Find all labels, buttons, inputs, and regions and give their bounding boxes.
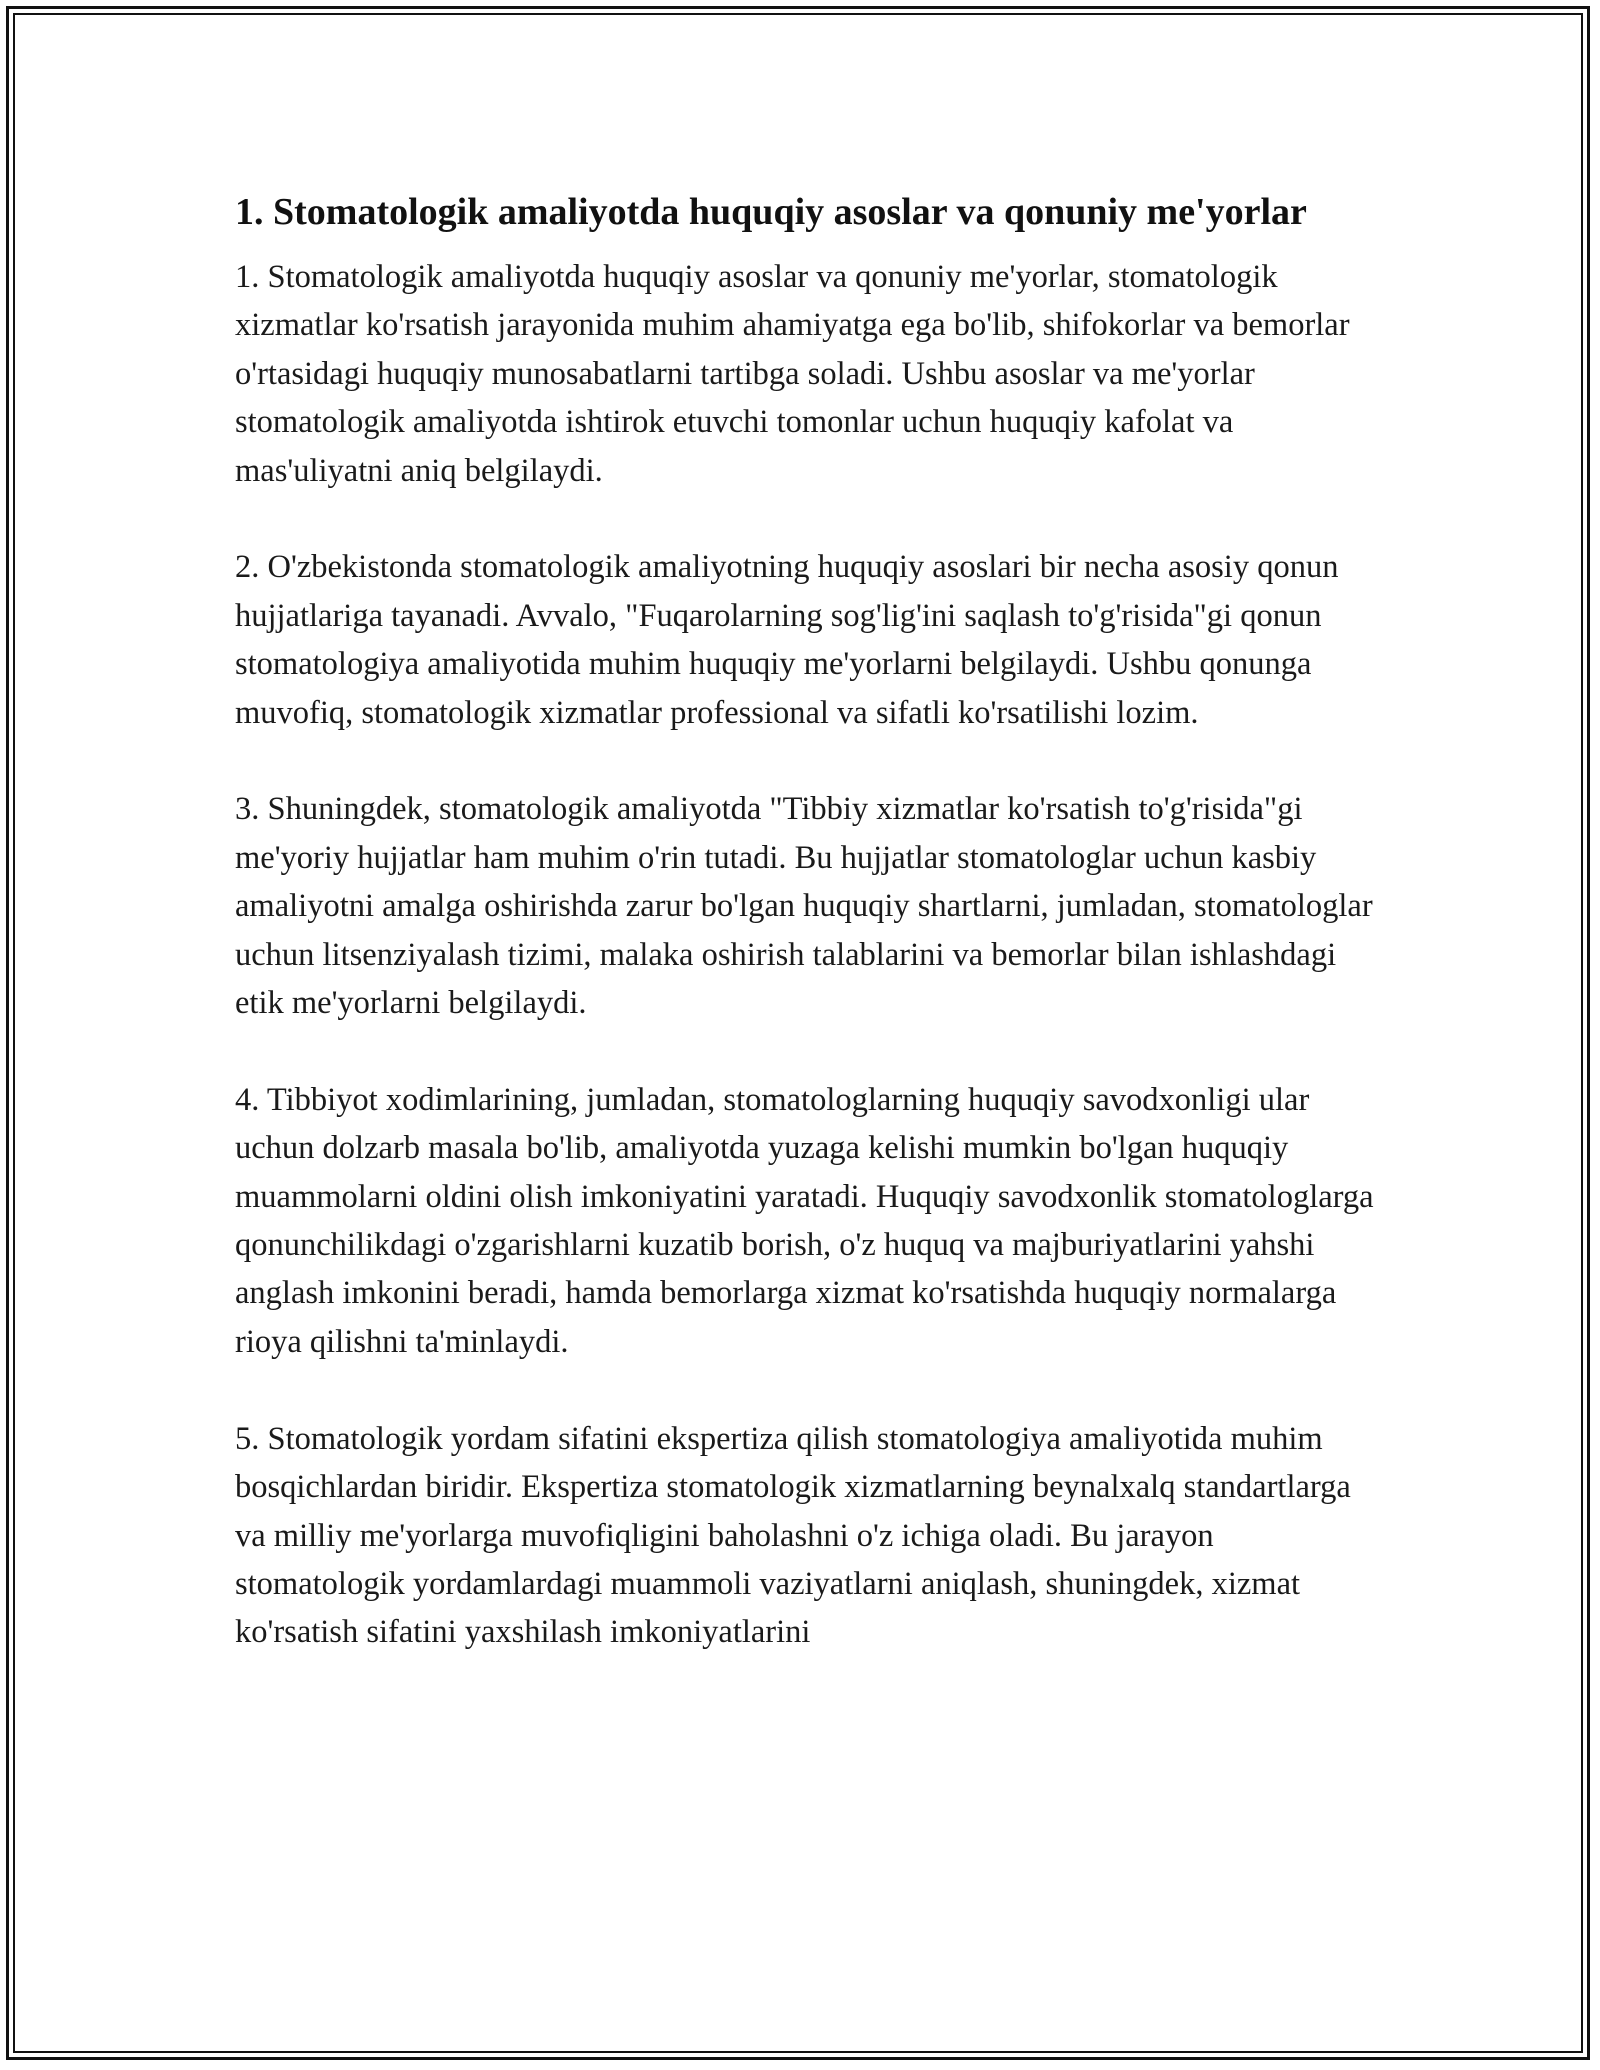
document-title: 1. Stomatologik amaliyotda huquqiy asoslar va qonuniy me'yorlar	[235, 191, 1307, 233]
paragraph-4: 4. Tibbiyot xodimlarining, jumladan, stomatologlarning huquqiy savodxonligi ular uchun dolzarb masala bo'lib, amaliyotda yuzaga kelishi mumkin bo'lgan huquqiy muammolarni oldini olish imkoniyatini yaratadi. Huquqiy savodxonlik stomatologlarga qonunchilikdagi o'zgarishlarni kuzatib borish, o'z huquq va majburiyatlarini yahshi anglash imkonini beradi, hamda bemorlarga xizmat ko'rsatishda huquqiy normalarga rioya qilishni ta'minlaydi.	[235, 1081, 1374, 1360]
paragraph-3: 3. Shuningdek, stomatologik amaliyotda "Tibbiy xizmatlar ko'rsatish to'g'risida"gi me'yoriy hujjatlar ham muhim o'rin tutadi. Bu hujjatlar stomatologlar uchun kasbiy amaliyotni amalga oshirishda zarur bo'lgan huquqiy shartlarni, jumladan, stomatologlar uchun litsenziyalash tizimi, malaka oshirish talablarini va bemorlar bilan ishlashdagi etik me'yorlarni belgilaydi.	[235, 791, 1373, 1022]
paragraph-5: 5. Stomatologik yordam sifatini ekspertiza qilish stomatologiya amaliyotida muhim bosqichlardan biridir. Ekspertiza stomatologik xizmatlarning beynalxalq standartlarga va milliy me'yorlarga muvofiqligini baholashni o'z ichiga oladi. Bu jarayon stomatologik yordamlardagi muammoli vaziyatlarni aniqlash, shuningdek, xizmat ko'rsatish sifatini yaxshilash imkoniyatlarini	[235, 1420, 1351, 1651]
paragraph-1: 1. Stomatologik amaliyotda huquqiy asoslar va qonuniy me'yorlar, stomatologik xizmatlar ko'rsatish jarayonida muhim ahamiyatga ega bo'lib, shifokorlar va bemorlar o'rtasidagi huquqiy munosabatlarni tartibga soladi. Ushbu asoslar va me'yorlar stomatologik amaliyotda ishtirok etuvchi tomonlar uchun huquqiy kafolat va mas'uliyatni aniq belgilaydi.	[235, 259, 1350, 489]
paragraph-2: 2. O'zbekistonda stomatologik amaliyotning huquqiy asoslari bir necha asosiy qonun hujjatlariga tayanadi. Avvalo, "Fuqarolarning sog'lig'ini saqlash to'g'risida"gi qonun stomatologiya amaliyotida muhim huquqiy me'yorlarni belgilaydi. Ushbu qonunga muvofiq, stomatologik xizmatlar professional va sifatli ko'rsatilishi lozim.	[235, 549, 1339, 731]
document-body	[235, 185, 1385, 1657]
